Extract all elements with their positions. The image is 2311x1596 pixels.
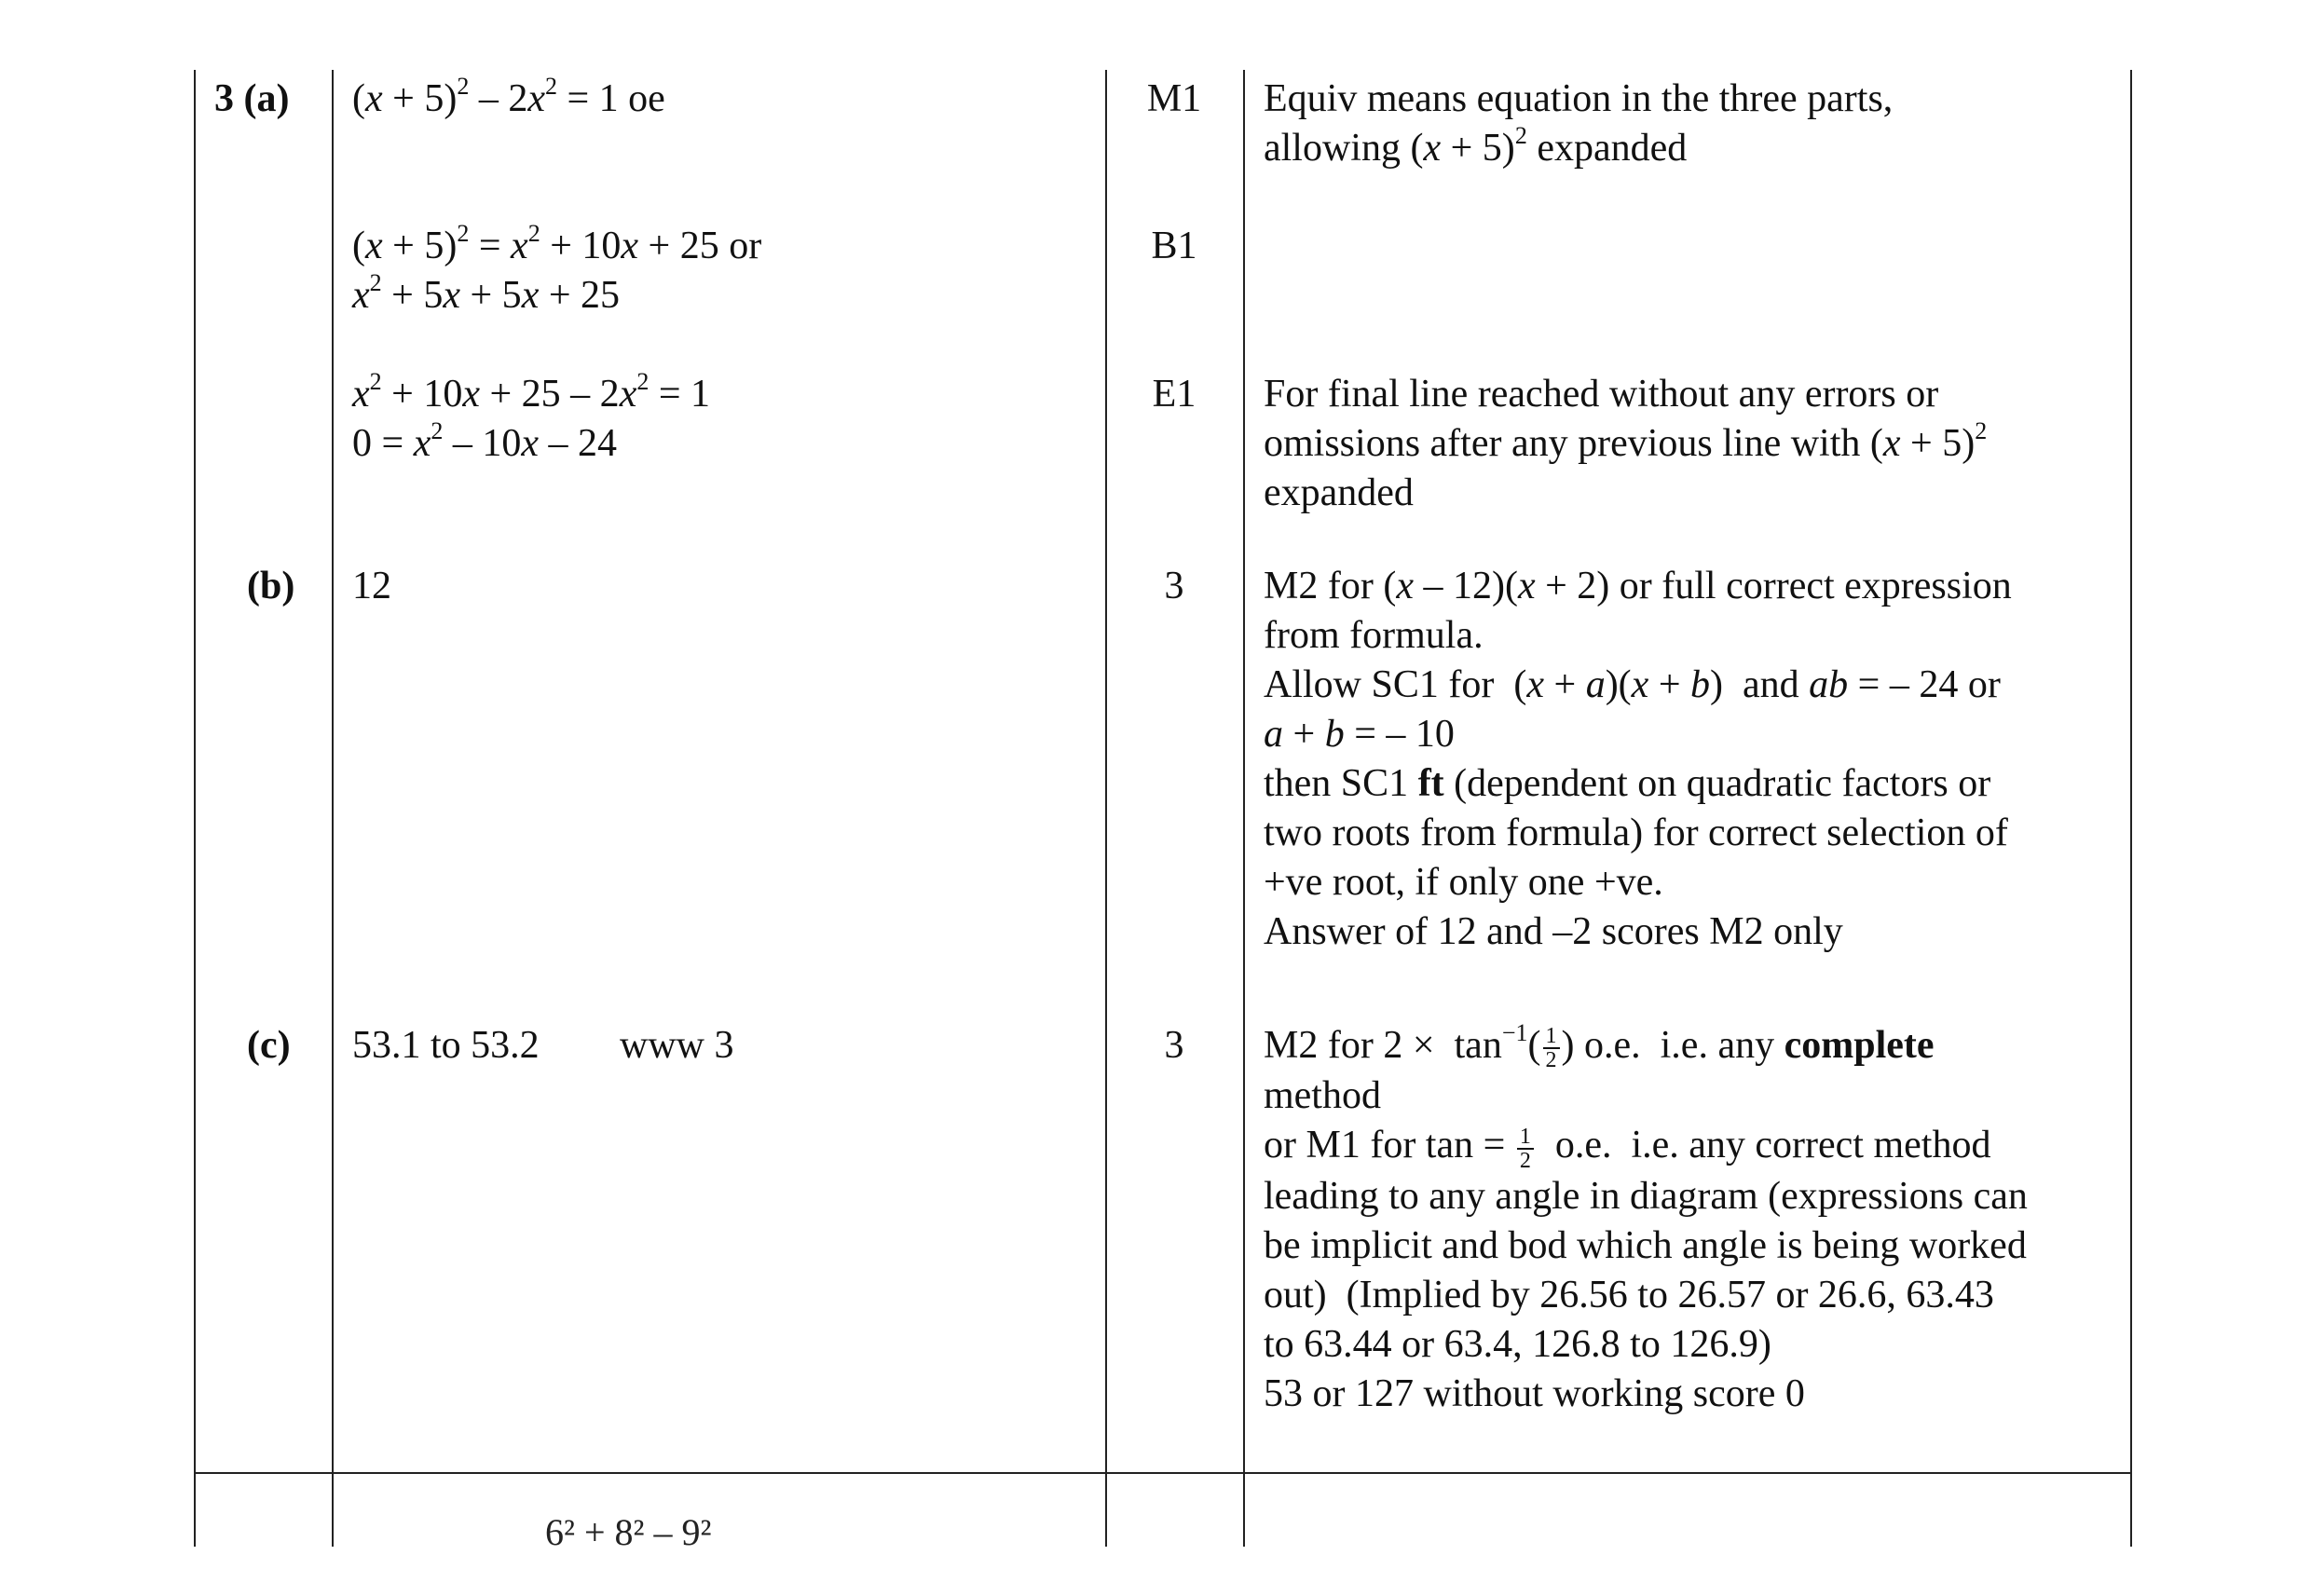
answer-3c: 53.1 to 53.2 [352, 1024, 540, 1067]
table-border-right [2130, 70, 2132, 1547]
question-label-3c: (c) [247, 1024, 291, 1067]
guidance-3a-step-1: Equiv means equation in the three parts, allowing $(x + 5)^2$ expanded [1264, 77, 1894, 170]
answer-3a-step-3: $x^2 + 10x + 25 - 2x^2 = 1$ $0 = x^2 - 10x - 24$ [352, 368, 711, 465]
row-separator [194, 1472, 2132, 1474]
column-divider-2 [1105, 70, 1107, 1547]
mark-3b: 3 [1164, 565, 1184, 607]
guidance-3c: M2 for $2 \times \tan^{-1}$( $\frac{1}{2}$ ) o.e. i.e. any complete method or M1 for tan = $\frac{1}{2}$ o.e. i.e. any correct method leading to any angle in diagram (expressions can be implicit and bod which angle is being worked out) (Implied by 26.56 to 26.57 or 26.6, 63.43 to 63.44 or 63.4, 126.8 to 126.9) 53 or 127 without working score 0 [1264, 1019, 2028, 1415]
answer-3c-extra: www 3 [620, 1024, 734, 1067]
answer-3a-step-2: $(x + 5)^2 = x^2 + 10x + 25$ or $x^2 + 5x + 5x + 25$ [352, 220, 762, 317]
mark-3c: 3 [1164, 1024, 1184, 1067]
mark-3a-m1: M1 [1146, 77, 1202, 120]
column-divider-1 [332, 70, 334, 1547]
question-label-3b: (b) [247, 565, 295, 607]
question-label-3a: 3 (a) [214, 77, 290, 120]
guidance-3a-step-3: For final line reached without any errors or omissions after any previous line with $(x + 5)^2$ expanded [1264, 373, 1988, 514]
answer-3a-step-1: $(x + 5)^2 - 2x^2 = 1$ oe [352, 73, 665, 120]
mark-3a-b1: B1 [1151, 225, 1197, 267]
mark-3a-e1: E1 [1152, 373, 1197, 416]
answer-3b: 12 [352, 565, 391, 607]
next-row-partial-text: 6² + 8² – 9² [545, 1511, 712, 1553]
guidance-3b: M2 for (x – 12)(x + 2) or full correct expression from formula. Allow SC1 for (x + a)(x + b) and ab = – 24 or a + b = – 10 then SC1 ft (dependent on quadratic factors or two roots from formula) for correct selection of +ve root, if only one +ve. Answer of 12 and –2 scores M2 only [1264, 565, 2012, 953]
table-border-left [194, 70, 196, 1547]
column-divider-3 [1243, 70, 1245, 1547]
